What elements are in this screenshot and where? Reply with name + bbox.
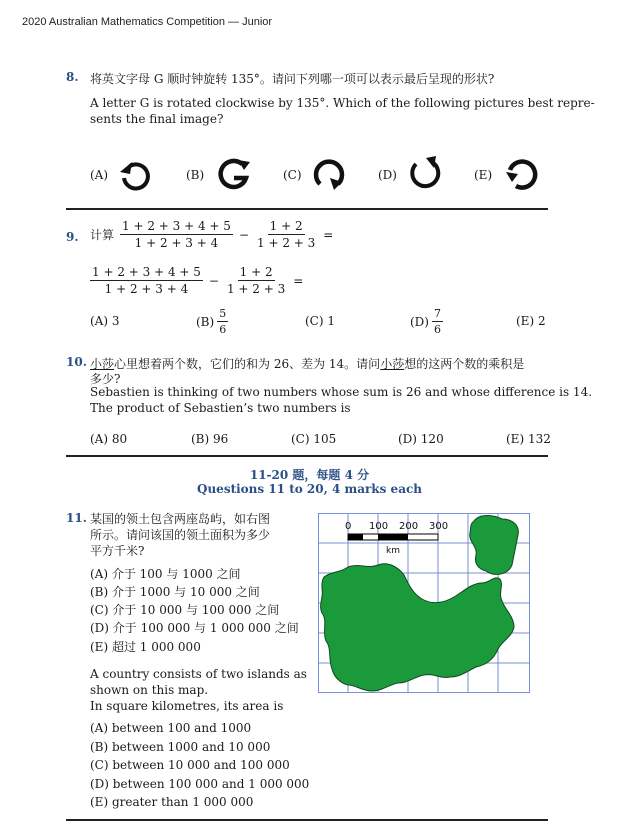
divider-q8	[66, 208, 548, 210]
question-10-en-line1: Sebastien is thinking of two numbers whose sum is 26 and whose difference is 14.	[90, 385, 593, 399]
q11-en-line1: A country consists of two islands as	[90, 667, 307, 681]
q10-option-b: (B) 96	[191, 432, 229, 446]
question-9-expression-zh	[90, 219, 333, 250]
q11-zh-option-d: (D) 介于 100 000 与 1 000 000 之间	[90, 621, 299, 635]
fraction-2	[255, 219, 317, 250]
q8-option-a-label: (A)	[90, 168, 109, 182]
scale-label-0: 0	[345, 521, 352, 532]
question-8-en-line2: sents the final image?	[90, 112, 224, 126]
q9-option-b-label: (B)	[196, 314, 215, 329]
q11-en-line3: In square kilometres, its area is	[90, 699, 284, 713]
page-header: 2020 Australian Mathematics Competition — Junior	[22, 16, 273, 28]
fraction-2-numerator: 1 + 2	[269, 219, 303, 233]
q11-en-option-b: (B) between 1000 and 10 000	[90, 740, 271, 754]
q9-option-e: (E) 2	[516, 314, 546, 328]
rotated-g-d-icon	[406, 156, 444, 192]
scale-label-100: 100	[369, 521, 389, 532]
q10-option-d: (D) 120	[398, 432, 444, 446]
q9-option-b	[196, 307, 228, 336]
fraction-1	[120, 219, 233, 250]
question-10-zh-line2: 多少?	[90, 372, 121, 386]
scale-unit: km	[386, 546, 400, 556]
q8-option-e-label: (E)	[474, 168, 493, 182]
q11-zh-option-a: (A) 介于 100 与 1000 之间	[90, 567, 241, 581]
question-8-zh: 将英文字母 G 顺时钟旋转 135°。请问下列哪一项可以表示最后呈现的形状?	[90, 72, 495, 86]
fraction-1-en-numerator: 1 + 2 + 3 + 4 + 5	[92, 265, 201, 279]
q11-zh-option-b: (B) 介于 1000 与 10 000 之间	[90, 585, 260, 599]
q10-option-a: (A) 80	[90, 432, 128, 446]
rotated-g-b-icon	[214, 156, 252, 192]
equals-sign: =	[323, 227, 334, 242]
q9-option-b-den: 6	[219, 323, 227, 336]
q11-en-option-d: (D) between 100 000 and 1 000 000	[90, 777, 310, 791]
q9-option-a: (A) 3	[90, 314, 120, 328]
fraction-1-en-denominator: 1 + 2 + 3 + 4	[104, 282, 189, 296]
fraction-1-numerator: 1 + 2 + 3 + 4 + 5	[122, 219, 231, 233]
question-10-number: 10.	[66, 355, 87, 369]
q9-option-d	[410, 307, 443, 336]
question-11-number: 11.	[66, 511, 87, 525]
q11-zh-option-e: (E) 超过 1 000 000	[90, 640, 201, 654]
scale-label-300: 300	[429, 521, 449, 532]
question-9-expression-en	[90, 265, 303, 296]
q11-en-option-a: (A) between 100 and 1000	[90, 721, 252, 735]
question-10-en-line2: The product of Sebastien’s two numbers is	[90, 401, 351, 415]
fraction-2-en-numerator: 1 + 2	[239, 265, 273, 279]
fraction-1-en	[90, 265, 203, 296]
minus-sign: −	[238, 227, 249, 242]
q9-option-d-den: 6	[433, 323, 441, 336]
fraction-1-denominator: 1 + 2 + 3 + 4	[134, 236, 219, 250]
q9-option-d-num: 7	[433, 307, 441, 320]
q10-zh-text-b: 想的这两个数的乘积是	[404, 357, 525, 371]
divider-q10	[66, 455, 548, 457]
question-8-number: 8.	[66, 70, 79, 84]
fraction-2-en	[225, 265, 287, 296]
equals-sign-en: =	[293, 273, 304, 288]
question-10-zh-line1	[90, 355, 524, 372]
question-9-number: 9.	[66, 230, 79, 244]
minus-sign-en: −	[208, 273, 219, 288]
fraction-2-en-denominator: 1 + 2 + 3	[226, 282, 286, 296]
section-title-zh: 11-20 题，每题 4 分	[249, 468, 370, 482]
small-island	[470, 516, 519, 575]
island-map	[318, 513, 530, 693]
q11-en-option-e: (E) greater than 1 000 000	[90, 795, 254, 809]
island-map-svg	[318, 513, 530, 693]
q11-en-line2: shown on this map.	[90, 683, 209, 697]
q10-option-c: (C) 105	[291, 432, 337, 446]
large-island	[321, 564, 514, 691]
q8-option-c-label: (C)	[283, 168, 302, 182]
question-8-en-line1: A letter G is rotated clockwise by 135°. Which of the following pictures best repre-	[90, 96, 595, 110]
q11-zh-line3: 平方千米?	[90, 544, 145, 558]
q9-option-d-label: (D)	[410, 314, 429, 329]
q11-zh-line2: 所示。请问该国的领土面积为多少	[90, 528, 271, 542]
scale-label-200: 200	[399, 521, 419, 532]
rotated-g-e-icon	[502, 156, 540, 192]
q10-zh-text-a: 心里想着两个数，它们的和为 26、差为 14。请问	[114, 357, 381, 371]
q11-en-option-c: (C) between 10 000 and 100 000	[90, 758, 290, 772]
divider-bottom	[66, 819, 548, 821]
q10-option-e: (E) 132	[506, 432, 551, 446]
q9-option-b-fraction	[217, 307, 228, 336]
compute-label: 计算	[90, 228, 115, 242]
scale-bar	[348, 534, 438, 540]
q9-option-d-fraction	[432, 307, 443, 336]
section-title-en: Questions 11 to 20, 4 marks each	[197, 482, 422, 496]
q11-zh-option-c: (C) 介于 10 000 与 100 000 之间	[90, 603, 280, 617]
q11-zh-line1: 某国的领土包含两座岛屿，如右图	[90, 512, 271, 526]
q8-option-b-label: (B)	[186, 168, 205, 182]
rotated-g-a-icon	[118, 158, 154, 192]
q8-option-d-label: (D)	[378, 168, 397, 182]
q9-option-c: (C) 1	[305, 314, 335, 328]
fraction-2-denominator: 1 + 2 + 3	[257, 236, 316, 250]
name-sebastien-zh-2: 小莎	[380, 357, 405, 371]
name-sebastien-zh: 小莎	[90, 357, 115, 371]
q9-option-b-num: 5	[219, 307, 227, 320]
rotated-g-c-icon	[310, 156, 348, 194]
